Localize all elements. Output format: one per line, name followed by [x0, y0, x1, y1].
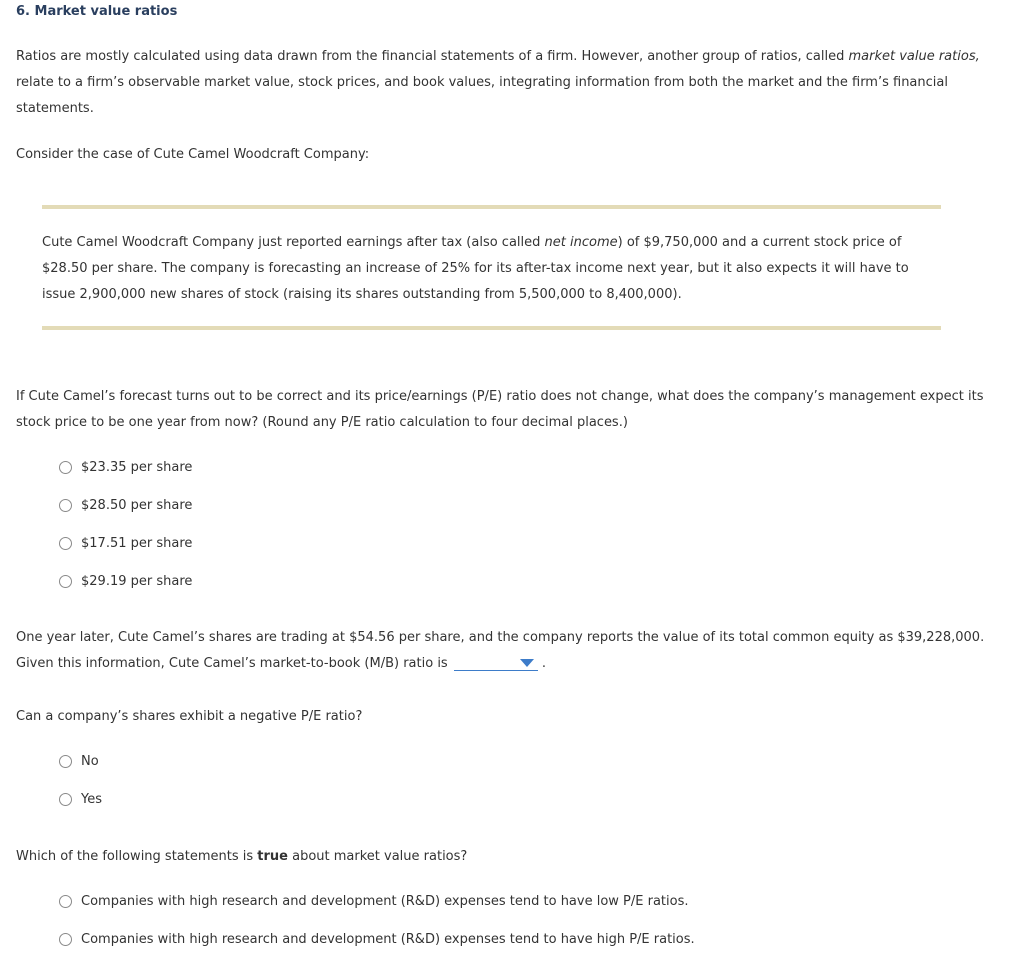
- question-1-text: If Cute Camel’s forecast turns out to be correct and its price/earnings (P/E) ratio does not change, what does the company’s management expect its stock price to be one year from now? (Round any P/E ratio calculation to four decimal places.): [16, 389, 984, 430]
- scenario-text: [42, 230, 941, 308]
- caret-down-icon: [520, 659, 534, 667]
- question-1-option[interactable]: [59, 448, 192, 486]
- question-1-option[interactable]: [59, 524, 192, 562]
- radio-button[interactable]: [59, 461, 72, 474]
- radio-button[interactable]: [59, 793, 72, 806]
- question-2-text: [16, 625, 1008, 677]
- radio-button[interactable]: [59, 755, 72, 768]
- intro-paragraph: [16, 44, 1008, 122]
- question-3-option[interactable]: [59, 742, 102, 780]
- scenario-top-rule: [42, 205, 941, 209]
- question-2-text-2: .: [541, 656, 546, 671]
- question-4-option[interactable]: [59, 882, 695, 920]
- radio-button[interactable]: [59, 933, 72, 946]
- intro-term: market value ratios,: [848, 49, 980, 64]
- section-heading: 6. Market value ratios: [16, 4, 178, 19]
- intro-text-1: Ratios are mostly calculated using data drawn from the financial statements of a firm. However, another group of ratios, called: [16, 49, 849, 64]
- scenario-term: net income: [544, 235, 618, 250]
- question-4-option[interactable]: [59, 920, 695, 958]
- option-label: $28.50 per share: [81, 497, 193, 513]
- question-4-text: [16, 844, 1008, 870]
- consider-text: Consider the case of Cute Camel Woodcraft Company:: [16, 147, 370, 162]
- option-label: Companies with high research and development (R&D) expenses tend to have high P/E ratios.: [81, 931, 695, 947]
- option-label: $23.35 per share: [81, 459, 193, 475]
- question-3-options: [59, 742, 102, 818]
- option-label: No: [81, 753, 99, 769]
- question-3-text: Can a company’s shares exhibit a negative P/E ratio?: [16, 709, 363, 724]
- intro-text-2: relate to a firm’s observable market value, stock prices, and book values, integrating information from both the market and the firm’s financial statements.: [16, 75, 948, 116]
- option-label: $29.19 per share: [81, 573, 193, 589]
- scenario-text-1: Cute Camel Woodcraft Company just reported earnings after tax (also called: [42, 235, 545, 250]
- option-label: $17.51 per share: [81, 535, 193, 551]
- scenario-bottom-rule: [42, 326, 941, 330]
- question-4-text-1: Which of the following statements is: [16, 849, 258, 864]
- question-1-option[interactable]: [59, 486, 192, 524]
- question-1-option[interactable]: [59, 562, 192, 600]
- question-1-options: [59, 448, 192, 600]
- radio-button[interactable]: [59, 895, 72, 908]
- question-4-text-2: about market value ratios?: [287, 849, 468, 864]
- radio-button[interactable]: [59, 575, 72, 588]
- scenario-text-2: ) of $9,750,000 and a current stock price of $28.50 per share. The company is forecasting an increase of 25% for its after-tax income next year, but it also expects it will have to issue 2,900,000 new shares of stock (raising its shares outstanding from 5,500,000 to 8,400,000).: [42, 235, 909, 302]
- question-3-option[interactable]: [59, 780, 102, 818]
- mb-ratio-dropdown[interactable]: [454, 656, 538, 671]
- question-4-options: [59, 882, 695, 958]
- radio-button[interactable]: [59, 537, 72, 550]
- question-2-text-1: One year later, Cute Camel’s shares are trading at $54.56 per share, and the company reports the value of its total common equity as $39,228,000. Given this information, Cute Camel’s market-to-book (M/B) ratio is: [16, 630, 985, 671]
- option-label: Companies with high research and development (R&D) expenses tend to have low P/E ratios.: [81, 893, 689, 909]
- radio-button[interactable]: [59, 499, 72, 512]
- option-label: Yes: [81, 791, 102, 807]
- question-4-emphasis: true: [257, 849, 288, 864]
